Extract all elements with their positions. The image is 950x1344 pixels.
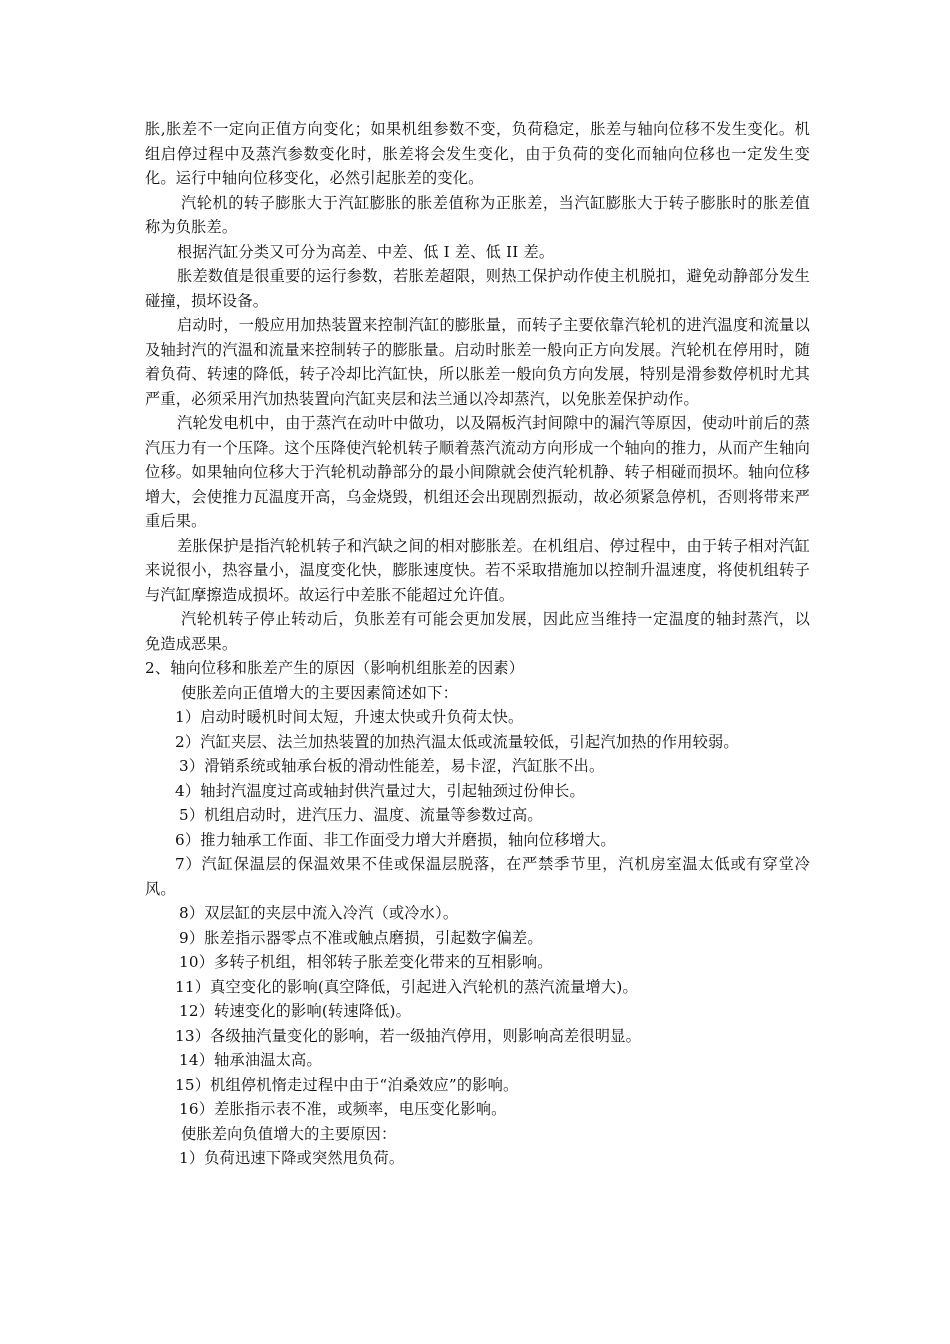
paragraph: 胀,胀差不一定向正值方向变化；如果机组参数不变，负荷稳定，胀差与轴向位移不发生变化。机组启停过程中及蒸汽参数变化时，胀差将会发生变化，由于负荷的变化而轴向位移也一定发生变化。运行中轴向位移变化，必然引起胀差的变化。 bbox=[145, 120, 810, 187]
paragraph: 启动时，一般应用加热装置来控制汽缸的膨胀量，而转子主要依靠汽轮机的进汽温度和流量以及轴封汽的汽温和流量来控制转子的膨胀量。启动时胀差一般向正方向发展。汽轮机在停用时，随着负荷、转速的降低，转子冷却比汽缸快，所以胀差一般向负方向发展，特别是滑参数停机时尤其严重，必须采用汽加热装置向汽缸夹层和法兰通以冷却蒸汽，以免胀差保护动作。 bbox=[145, 316, 810, 408]
list-item: 7）汽缸保温层的保温效果不佳或保温层脱落，在严禁季节里，汽机房室温太低或有穿堂冷风。 bbox=[145, 855, 810, 898]
paragraph: 汽轮机转子停止转动后，负胀差有可能会更加发展，因此应当维持一定温度的轴封蒸汽，以免造成恶果。 bbox=[145, 610, 810, 653]
list-intro: 使胀差向正值增大的主要因素简述如下： bbox=[181, 683, 458, 702]
list-item: 8）双层缸的夹层中流入冷汽（或冷水）。 bbox=[179, 904, 459, 922]
list-item: 9）胀差指示器零点不准或触点磨损，引起数字偏差。 bbox=[179, 928, 543, 947]
list-item: 13）各级抽汽量变化的影响，若一级抽汽停用，则影响高差很明显。 bbox=[175, 1026, 641, 1045]
paragraph: 根据汽缸分类又可分为高差、中差、低 I 差、低 II 差。 bbox=[177, 242, 555, 261]
list-item: 11）真空变化的影响(真空降低，引起进入汽轮机的蒸汽流量增大)。 bbox=[175, 977, 638, 996]
section-heading: 2、轴向位移和胀差产生的原因（影响机组胀差的因素） bbox=[145, 659, 525, 677]
list-item: 6）推力轴承工作面、非工作面受力增大并磨损，轴向位移增大。 bbox=[175, 830, 616, 849]
paragraph: 差胀保护是指汽轮机转子和汽缺之间的相对膨胀差。在机组启、停过程中，由于转子相对汽缸来说很小，热容量小，温度变化快，膨胀速度快。若不采取措施加以控制升温速度，将使机组转子与汽缸摩擦造成损坏。故运行中差胀不能超过允许值。 bbox=[145, 536, 810, 604]
list-item: 15）机组停机惰走过程中由于“泊桑效应”的影响。 bbox=[175, 1075, 519, 1094]
list-item: 10）多转子机组，相邻转子胀差变化带来的互相影响。 bbox=[179, 953, 553, 971]
list-item: 5）机组启动时，进汽压力、温度、流量等参数过高。 bbox=[179, 806, 543, 824]
list-item: 2）汽缸夹层、法兰加热装置的加热汽温太低或流量较低，引起汽加热的作用较弱。 bbox=[175, 732, 739, 751]
list-item: 4）轴封汽温度过高或轴封供汽量过大，引起轴颈过份伸长。 bbox=[175, 781, 585, 800]
list-item: 16）差胀指示表不准，或频率，电压变化影响。 bbox=[179, 1100, 507, 1118]
list-item: 12）转速变化的影响(转速降低)。 bbox=[179, 1002, 412, 1020]
paragraph: 胀差数值是很重要的运行参数，若胀差超限，则热工保护动作使主机脱扣，避免动静部分发生碰撞，损坏设备。 bbox=[145, 267, 810, 310]
list-item: 14）轴承油温太高。 bbox=[179, 1051, 322, 1069]
list-intro: 使胀差向负值增大的主要原因： bbox=[181, 1124, 397, 1143]
paragraph: 汽轮机的转子膨胀大于汽缸膨胀的胀差值称为正胀差，当汽缸膨胀大于转子膨胀时的胀差值称为负胀差。 bbox=[145, 193, 810, 236]
list-item: 1）启动时暖机时间太短，升速太快或升负荷太快。 bbox=[175, 708, 524, 726]
document-body bbox=[145, 117, 810, 1171]
paragraph: 汽轮发电机中，由于蒸汽在动叶中做功，以及隔板汽封间隙中的漏汽等原因，使动叶前后的蒸汽压力有一个压降。这个压降使汽轮机转子顺着蒸汽流动方向形成一个轴向的推力，从而产生轴向位移。如果轴向位移大于汽轮机动静部分的最小间隙就会使汽轮机静、转子相碰而损坏。轴向位移增大，会使推力瓦温度开高，乌金烧毁，机组还会出现剧烈振动，故必须紧急停机，否则将带来严重后果。 bbox=[145, 414, 810, 530]
list-item: 1）负荷迅速下降或突然甩负荷。 bbox=[179, 1149, 405, 1167]
list-item: 3）滑销系统或轴承台板的滑动性能差，易卡涩，汽缸胀不出。 bbox=[179, 757, 605, 775]
